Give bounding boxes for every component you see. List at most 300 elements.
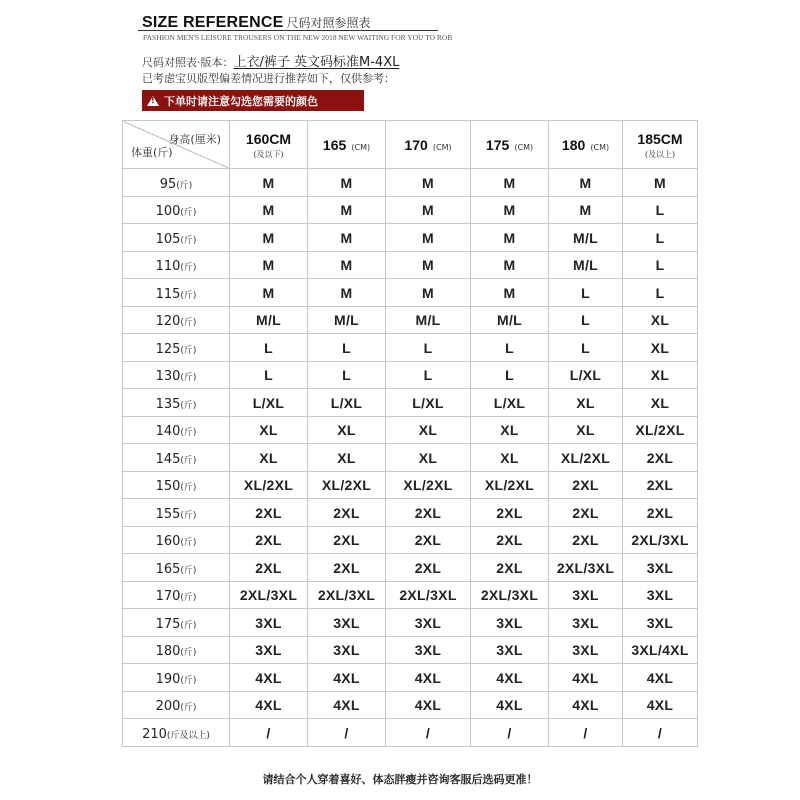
weight-cell [123,306,230,334]
weight-value: 180 [155,644,181,660]
weight-unit: (斤及以上) [166,730,210,741]
table-row [123,664,698,692]
size-cell [386,196,471,224]
size-value: M [503,284,516,301]
size-value: L [505,367,514,384]
size-value: 2XL [333,504,360,521]
height-header-cell [623,121,698,169]
size-value: XL [337,422,356,439]
size-cell [308,719,386,747]
size-cell [386,609,471,637]
weight-unit: (斤) [176,180,193,191]
size-cell [308,554,386,582]
weight-unit: (斤) [180,263,197,274]
size-value: 4XL [333,697,360,714]
size-value: 4XL [646,697,674,714]
size-cell [230,251,308,279]
table-row [123,279,698,307]
height-header-cell [230,121,308,169]
size-cell [386,499,471,527]
version-label: 尺码对照表·版本： [142,56,234,69]
weight-unit: (斤) [180,648,197,659]
table-row [123,251,698,279]
size-value: L [581,339,590,356]
size-cell [308,416,386,444]
size-value: 3XL [496,642,523,659]
size-cell [386,719,471,747]
size-cell [549,444,623,472]
size-cell [471,306,549,334]
weight-cell [123,471,230,499]
height-header-cell [471,121,549,169]
size-value: XL [576,394,595,411]
size-cell [230,691,308,719]
size-value: M/L [333,312,359,329]
weight-unit: (斤) [180,510,197,521]
size-value: M [503,174,516,191]
size-cell [230,664,308,692]
size-value: 3XL [646,559,674,576]
size-value: L [655,229,665,246]
size-cell [308,224,386,252]
size-value: 3XL [646,614,674,631]
table-row [123,334,698,362]
size-value: / [344,724,349,741]
weight-cell [123,224,230,252]
size-cell [308,251,386,279]
weight-value: 105 [155,231,181,247]
size-value: 2XL [572,504,599,521]
size-cell [386,306,471,334]
size-cell [623,691,698,719]
height-value: 180 [561,137,586,153]
size-value: L/XL [412,394,444,411]
size-value: L [423,367,433,384]
height-value: 175 [485,137,510,153]
size-cell [386,279,471,307]
weight-cell [123,526,230,554]
size-cell [308,581,386,609]
size-cell [471,691,549,719]
size-value: 4XL [414,669,442,686]
size-cell [549,251,623,279]
size-cell [230,416,308,444]
weight-cell [123,416,230,444]
weight-unit: (斤) [180,483,197,494]
size-cell [386,169,471,197]
size-value: 2XL [414,504,442,521]
size-value: 2XL [255,504,282,521]
size-value: 4XL [255,669,282,686]
size-value: 2XL [255,532,282,549]
size-cell [471,169,549,197]
weight-unit: (斤) [180,318,197,329]
size-value: 3XL [414,614,442,631]
size-cell [549,416,623,444]
size-value: / [583,724,588,741]
corner-height-label: 身高(厘米) [168,133,221,146]
size-cell [471,444,549,472]
size-value: 2XL [646,477,674,494]
size-value: L [423,339,433,356]
weight-cell [123,691,230,719]
weight-value: 125 [155,341,181,357]
height-value: 185CM [637,131,683,147]
size-value: XL [500,449,519,466]
weight-unit: (斤) [180,428,197,439]
size-value: 4XL [646,669,674,686]
size-cell [623,196,698,224]
weight-unit: (斤) [180,538,197,549]
size-value: XL/2XL [243,477,294,494]
size-cell [549,499,623,527]
size-cell [471,251,549,279]
size-table [122,120,698,747]
weight-cell [123,499,230,527]
corner-weight-label: 体重(斤) [131,146,173,159]
height-unit: (CM) [432,143,452,152]
weight-cell [123,279,230,307]
size-value: 2XL/3XL [399,587,457,604]
color-warning-banner [142,90,364,111]
weight-cell [123,389,230,417]
size-value: / [425,724,431,741]
weight-unit: (斤) [180,400,197,411]
size-cell [623,664,698,692]
size-value: L [655,257,665,274]
size-cell [549,664,623,692]
weight-cell [123,361,230,389]
warning-text: 下单时请注意勾选您需要的颜色 [164,94,318,108]
weight-unit: (斤) [180,675,197,686]
size-cell [549,361,623,389]
size-cell [471,636,549,664]
weight-value: 100 [155,204,181,220]
size-value: 4XL [496,697,523,714]
size-cell [549,196,623,224]
size-value: 2XL [333,559,360,576]
weight-cell [123,581,230,609]
size-value: XL/2XL [635,422,685,439]
size-cell [623,526,698,554]
size-value: M [503,229,516,246]
size-value: M/L [415,312,441,329]
size-value: / [266,724,271,741]
table-row [123,306,698,334]
page-title [142,12,371,32]
size-cell [623,334,698,362]
size-cell [549,169,623,197]
size-cell [549,224,623,252]
weight-value: 110 [155,259,181,275]
size-value: / [507,724,512,741]
size-cell [308,471,386,499]
size-cell [386,334,471,362]
weight-value: 145 [155,451,181,467]
size-value: XL [337,449,356,466]
version-line [142,51,399,70]
weight-unit: (斤) [180,290,197,301]
size-value: L [342,339,351,356]
size-cell [623,636,698,664]
size-cell [230,444,308,472]
size-cell [308,306,386,334]
size-cell [623,609,698,637]
size-cell [471,664,549,692]
size-cell [230,471,308,499]
size-value: 2XL/3XL [239,587,298,604]
size-cell [471,471,549,499]
size-value: 2XL/3XL [317,587,376,604]
weight-unit: (斤) [180,373,197,384]
size-cell [386,224,471,252]
size-value: M [503,257,516,274]
size-value: M [503,202,516,219]
weight-cell [123,444,230,472]
size-cell [471,279,549,307]
size-value: XL/2XL [321,477,372,494]
title-en: SIZE REFERENCE [142,14,284,31]
size-value: 2XL [572,532,599,549]
size-value: XL [418,449,438,466]
weight-value: 115 [155,286,181,302]
size-cell [623,471,698,499]
size-cell [623,499,698,527]
size-cell [230,499,308,527]
size-cell [386,526,471,554]
size-value: L [581,284,590,301]
size-cell [308,389,386,417]
weight-value: 190 [155,671,181,687]
size-value: M [340,229,353,246]
size-cell [308,334,386,362]
size-value: 3XL [496,614,523,631]
table-row [123,389,698,417]
size-cell [230,719,308,747]
size-cell [471,389,549,417]
size-value: 2XL/3XL [480,587,539,604]
size-value: M [340,257,353,274]
height-unit: (CM) [514,143,534,152]
size-value: M/L [496,312,522,329]
size-value: M/L [572,229,598,246]
size-cell [230,581,308,609]
size-value: XL [418,422,438,439]
size-cell [230,526,308,554]
size-cell [230,361,308,389]
size-cell [549,691,623,719]
weight-unit: (斤) [180,565,197,576]
size-cell [471,499,549,527]
recommendation-note: 已考虑宝贝版型偏差情况进行推荐如下，仅供参考： [142,72,395,85]
size-value: M [579,174,592,191]
size-value: L/XL [569,367,602,384]
height-value: 160CM [245,131,292,147]
size-cell [230,554,308,582]
table-row [123,691,698,719]
size-value: M [422,229,434,246]
size-value: XL [650,394,670,411]
size-cell [623,554,698,582]
size-cell [471,416,549,444]
size-value: 2XL [572,477,599,494]
size-cell [230,636,308,664]
weight-value: 150 [155,479,181,495]
size-cell [308,196,386,224]
size-value: XL [650,367,670,384]
size-value: M [262,257,275,274]
weight-unit: (斤) [180,455,197,466]
size-value: M [262,174,275,191]
footer-advice: 请结合个人穿着喜好、体态胖瘦并咨询客服后选码更准！ [262,773,538,786]
title-cn: 尺码对照参照表 [286,16,371,30]
size-value: M [262,284,275,301]
size-cell [308,499,386,527]
size-cell [549,334,623,362]
size-value: XL [576,422,595,439]
size-cell [471,196,549,224]
size-cell [623,306,698,334]
weight-value: 155 [155,506,181,522]
size-cell [623,581,698,609]
table-row [123,444,698,472]
weight-unit: (斤) [180,620,197,631]
size-value: M [579,202,592,219]
size-cell [230,196,308,224]
size-cell [308,169,386,197]
size-value: 4XL [333,669,360,686]
size-cell [308,444,386,472]
size-value: 3XL [572,614,599,631]
size-cell [230,279,308,307]
size-cell [623,719,698,747]
table-row [123,554,698,582]
size-value: L [342,367,351,384]
size-value: M [340,202,353,219]
size-cell [230,389,308,417]
size-value: 3XL [572,642,599,659]
size-cell [308,361,386,389]
size-value: XL [650,339,670,356]
size-cell [623,251,698,279]
table-row [123,169,698,197]
size-cell [386,416,471,444]
size-cell [471,719,549,747]
size-cell [471,581,549,609]
weight-unit: (斤) [180,593,197,604]
weight-value: 200 [155,699,181,715]
table-row [123,471,698,499]
header-row [123,121,698,169]
size-value: 2XL [496,559,523,576]
weight-unit: (斤) [180,235,197,246]
size-value: 3XL [646,587,674,604]
size-cell [308,636,386,664]
weight-cell [123,169,230,197]
height-note: (及以下) [253,150,284,159]
height-unit: (CM) [590,143,610,152]
size-value: L [264,367,273,384]
weight-cell [123,719,230,747]
size-value: L [581,312,590,329]
size-value: 3XL/4XL [631,642,689,659]
height-value: 165 [322,137,347,153]
size-cell [471,361,549,389]
size-cell [549,719,623,747]
weight-value: 130 [155,369,181,385]
size-value: M/L [572,257,598,274]
weight-cell [123,251,230,279]
size-cell [386,251,471,279]
size-value: L [655,284,665,301]
size-cell [386,361,471,389]
size-cell [308,526,386,554]
size-cell [386,444,471,472]
size-cell [471,334,549,362]
size-cell [308,609,386,637]
size-cell [308,279,386,307]
size-value: 2XL [255,559,282,576]
size-value: XL [259,449,278,466]
size-value: L/XL [493,394,526,411]
size-value: 2XL/3XL [631,532,689,549]
size-cell [623,361,698,389]
size-value: 4XL [496,669,523,686]
weight-value: 175 [155,616,181,632]
size-cell [623,444,698,472]
weight-unit: (斤) [180,208,197,219]
size-value: XL/2XL [403,477,453,494]
weight-cell [123,664,230,692]
size-value: M [262,229,275,246]
size-value: M [654,174,666,191]
size-value: M [340,284,353,301]
size-value: 2XL [414,559,442,576]
size-value: XL/2XL [484,477,535,494]
size-cell [549,526,623,554]
size-value: M [422,202,434,219]
size-cell [549,636,623,664]
size-value: 3XL [333,642,360,659]
size-cell [623,389,698,417]
corner-cell [123,121,230,169]
size-value: 4XL [414,697,442,714]
size-value: L/XL [330,394,363,411]
size-cell [230,306,308,334]
size-cell [623,224,698,252]
weight-cell [123,196,230,224]
weight-unit: (斤) [180,345,197,356]
size-cell [230,609,308,637]
size-cell [471,609,549,637]
size-cell [386,691,471,719]
size-value: 3XL [572,587,599,604]
height-header-cell [308,121,386,169]
size-cell [230,224,308,252]
size-value: XL [500,422,519,439]
weight-value: 160 [155,534,181,550]
size-cell [549,306,623,334]
size-value: M [422,174,434,191]
size-value: M [262,202,275,219]
weight-cell [123,334,230,362]
size-value: L [655,202,665,219]
weight-value: 120 [155,314,181,330]
size-cell [549,581,623,609]
weight-cell [123,609,230,637]
size-cell [386,471,471,499]
height-unit: (CM) [351,143,371,152]
